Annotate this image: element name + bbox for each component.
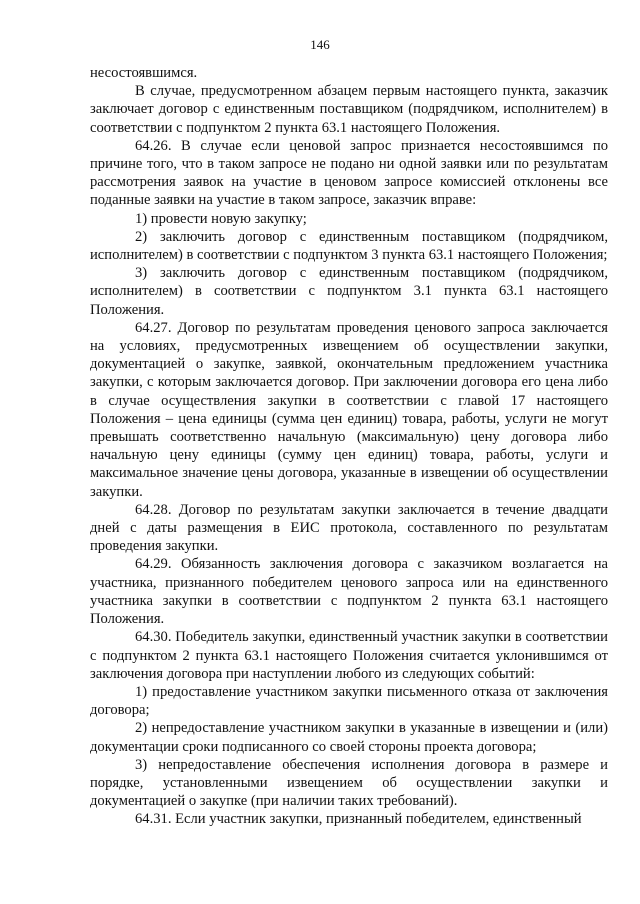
- list-item: 3) заключить договор с единственным поставщиком (подрядчиком, исполнителем) в соответствии с подпунктом 3.1 пункта 63.1 настоящего Положения.: [90, 265, 608, 318]
- paragraph-64-27: 64.27. Договор по результатам проведения ценового запроса заключается на условиях, предусмотренных извещением об осуществлении закупки, документацией о закупке, заявкой, окончательным предложением участника закупки, с которым заключается договор. При заключении договора его цена либо в случае осуществления закупки в соответствии с главой 17 настоящего Положения – цена единицы (сумма цен единиц) товара, работы, услуги не могут превышать соответственно начальную (максимальную) цену договора либо начальную цену единицы (сумму цен единиц) товара, работы, услуги и максимальное значение цены договора, указанные в извещении об осуществлении закупки.: [90, 319, 608, 500]
- list-item: 1) предоставление участником закупки письменного отказа от заключения договора;: [90, 683, 608, 719]
- list-item: 3) непредоставление обеспечения исполнения договора в размере и порядке, установленными извещением об осуществлении закупки и документацией о закупке (при наличии таких требований).: [90, 756, 608, 810]
- paragraph-continuation: несостоявшимся.: [90, 65, 198, 81]
- paragraph-64-31: 64.31. Если участник закупки, признанный победителем, единственный: [135, 811, 582, 828]
- paragraph: В случае, предусмотренном абзацем первым настоящего пункта, заказчик заключает договор с единственным поставщиком (подрядчиком, исполнителем) в соответствии с подпунктом 2 пункта 63.1 настоящего Положения.: [90, 83, 608, 136]
- paragraph-64-26: 64.26. В случае если ценовой запрос признается несостоявшимся по причине того, что в таком запросе не подано ни одной заявки или по результатам рассмотрения заявок на участие в ценовом запросе комиссией отклонены все поданные заявки на участие в таком запросе, заказчик вправе:: [90, 137, 608, 209]
- paragraph-64-29: 64.29. Обязанность заключения договора с заказчиком возлагается на участника, признанного победителем ценового запроса или на единственного участника закупки в соответствии с подпунктом 2 пункта 63.1 настоящего Положения.: [90, 556, 608, 628]
- list-item: 2) непредоставление участником закупки в указанные в извещении и (или) документации сроки подписанного со своей стороны проекта договора;: [90, 720, 608, 755]
- paragraph-64-28: 64.28. Договор по результатам закупки заключается в течение двадцати дней с даты размещения в ЕИС протокола, составленного по результатам проведения закупки.: [90, 501, 608, 555]
- document-body: [90, 64, 608, 829]
- list-item: 1) провести новую закупку;: [135, 210, 307, 227]
- page-number: 146: [310, 37, 330, 52]
- paragraph-64-30: 64.30. Победитель закупки, единственный участник закупки в соответствии с подпунктом 2 пункта 63.1 настоящего Положения считается уклонившимся от заключения договора при наступлении любого из следующих событий:: [90, 629, 608, 682]
- list-item: 2) заключить договор с единственным поставщиком (подрядчиком, исполнителем) в соответствии с подпунктом 3 пункта 63.1 настоящего Положения;: [90, 228, 608, 264]
